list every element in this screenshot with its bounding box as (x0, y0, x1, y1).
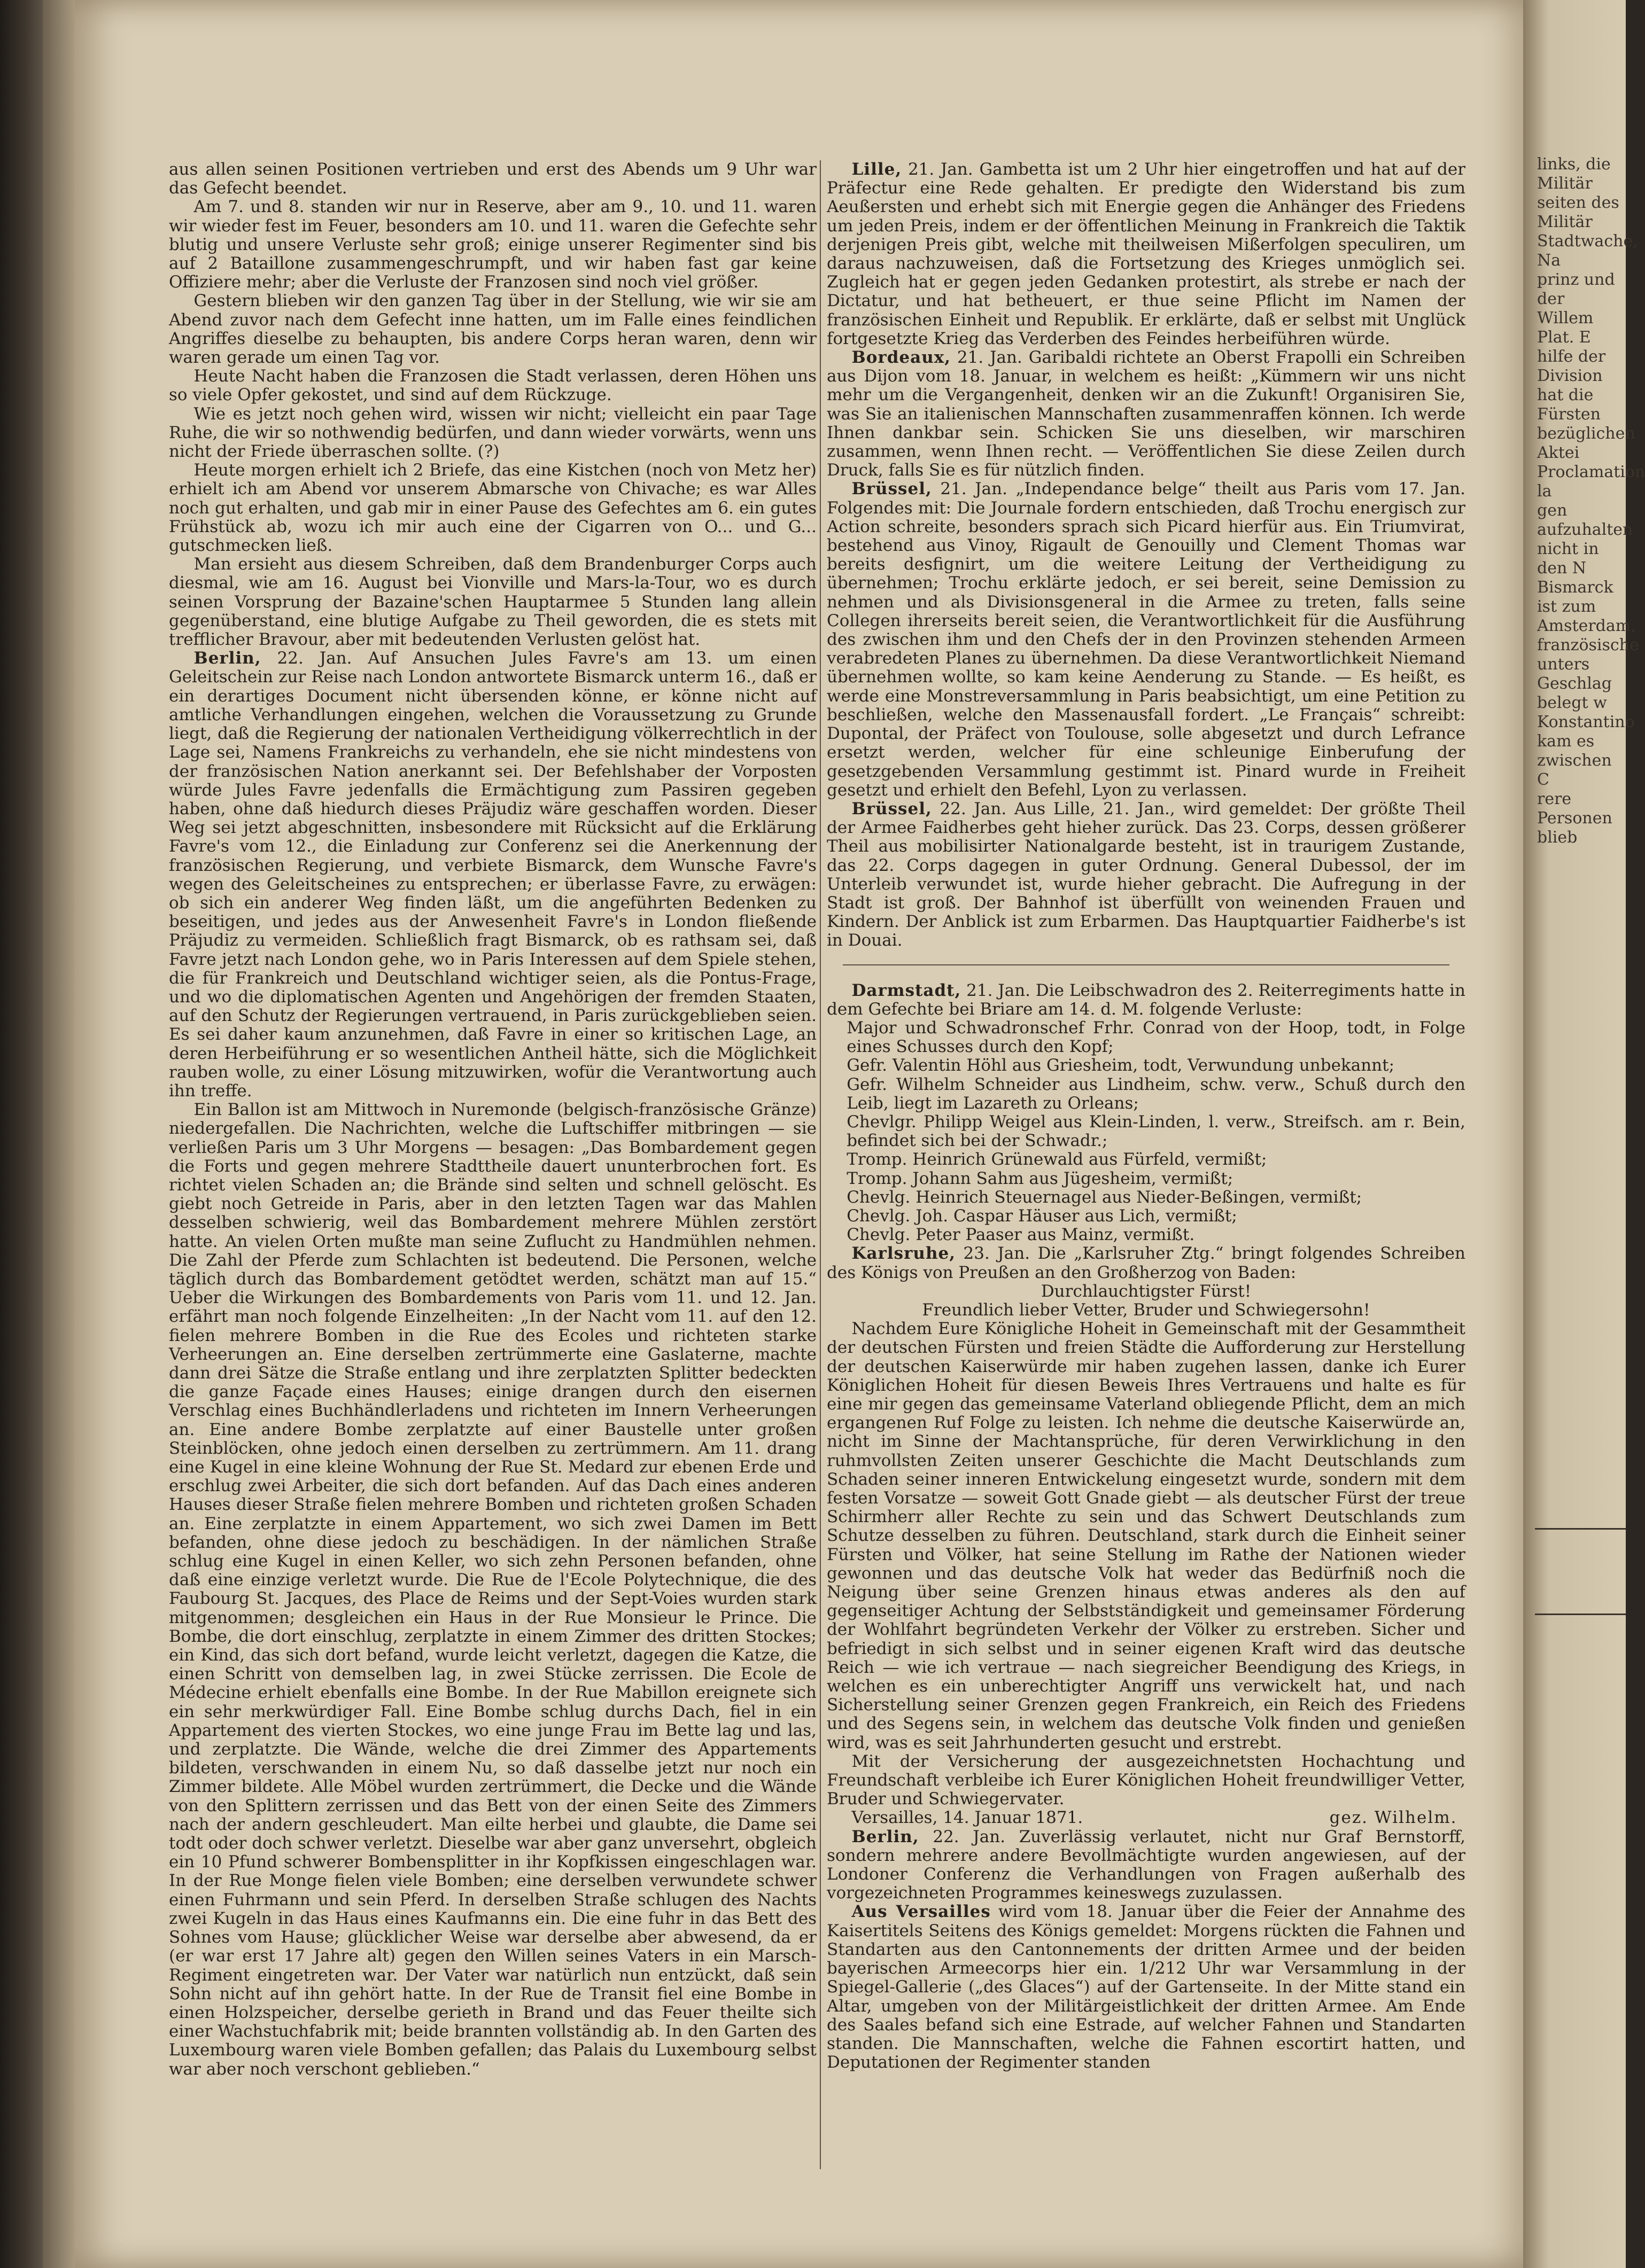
news-text: 23. Jan. Die „Karlsruher Ztg.“ bringt folgendes Schreiben des Königs von Preußen an den Großherzog von Baden: (827, 1244, 1465, 1282)
letter-body: Nachdem Eure Königliche Hoheit in Gemeinschaft mit der Gesammtheit der deutschen Fürsten und freien Städte die Aufforderung zur Herstellung der deutschen Kaiserwürde mir haben zugehen lassen, danke ich Eurer Königlichen Hoheit für diesen Beweis Ihres Vertrauens und halte es für eine mir gegen das gemeinsame Vaterland obliegende Pflicht, dem an mich ergangenen Ruf Folge zu leisten. Ich nehme die deutsche Kaiserwürde an, nicht im Sinne der Machtansprüche, für deren Verwirklichung in den ruhmvollsten Zeiten unserer Geschichte die Macht Deutschlands zum Schaden seiner inneren Entwickelung eingesetzt wurde, sondern mit dem festen Vorsatze — soweit Gott Gnade giebt — als deutscher Fürst der treue Schirmherr aller Rechte zu sein und das Schwert Deutschlands zum Schutze desselben zu führen. Deutschland, stark durch die Einheit seiner Fürsten und Völker, hat seine Stellung im Rathe der Nationen wieder gewonnen und das deutsche Volk hat weder das Bedürfniß noch die Neigung über seine Grenzen hinaus etwas anderes als den auf gegenseitiger Achtung der Selbstständigkeit und gemeinsamer Förderung der Wohlfahrt begründeten Verkehr der Völker zu erstreben. Sicher und befriedigt in sich selbst und in seiner eigenen Kraft wird das deutsche Reich — wie ich vertraue — nach siegreicher Beendigung des Kriegs, in welchen es ein unberechtigter Angriff uns verwickelt hat, und nach Sicherstellung seiner Grenzen gegen Frankreich, ein Reich des Friedens und des Segens sein, in welchem das deutsche Volk finden und genießen wird, was es seit Jahrhunderten gesucht und erstrebt. (827, 1319, 1465, 1752)
news-item-bruessel-2 (827, 800, 1465, 950)
article-paragraph: aus allen seinen Positionen vertrieben und erst des Abends um 9 Uhr war das Gefecht beendet. (169, 160, 817, 198)
news-item-lille (827, 160, 1465, 348)
adjacent-page-rule-2 (1535, 1614, 1626, 1615)
casualty-list (827, 1019, 1465, 1244)
article-paragraph: Heute morgen erhielt ich 2 Briefe, das eine Kistchen (noch von Metz her) erhielt ich am Abend vor unserem Abmarsche von Chivache; es war Alles noch gut erhalten, und gab mir in einer Pause des Gefechtes am 6. ein gutes Frühstück ab, wozu ich mir auch eine der Cigarren von O... und G... gutschmecken ließ. (169, 461, 817, 556)
news-item-berlin-2 (827, 1828, 1465, 1903)
letter-closing: Mit der Versicherung der ausgezeichnetsten Hochachtung und Freundschaft verbleibe ich Eurer Königlichen Hoheit freundwilliger Vetter, Bruder und Schwiegervater. (827, 1751, 1465, 1809)
letter-salutation: Durchlauchtigster Fürst! (1041, 1281, 1252, 1301)
news-text: wird vom 18. Januar über die Feier der Annahme des Kaisertitels Seitens des Königs gemeldet: Morgens rückten die Fahnen und Standarten aus den Cantonnements der dritten Armee und der beiden bayerischen Armeecorps hier ein. 1/212 Uhr war Versammlung in der Spiegel-Gallerie („des Glaces“) auf der Gartenseite. In der Mitte stand ein Altar, umgeben von der Militärgeistlichkeit der dritten Armee. Am Ende des Saales befand sich eine Estrade, auf welcher Fahnen und Standarten standen. Die Mannschaften, welche die Fahnen escortirt hatten, und Deputationen der Regimenter standen (827, 1902, 1465, 2072)
adjacent-page-edge (1523, 0, 1645, 2268)
article-paragraph: Ein Ballon ist am Mittwoch in Nuremonde (belgisch-französische Gränze) niedergefallen. Die Nachrichten, welche die Luftschiffer mitbringen — sie verließen Paris um 3 Uhr Morgens — besagen: „Das Bombardement gegen die Forts und gegen mehrere Stadttheile dauert ununterbrochen fort. Es richtet vielen Schaden an; die Brände sind selten und schnell gelöscht. Es giebt noch Getreide in Paris, aber in den letzten Tagen war das Mahlen desselben schwierig, weil das Bombardement mehrere Mühlen zerstört hatte. An vielen Orten mußte man seine Zuflucht zu Handmühlen nehmen. Die Zahl der Pferde zum Schlachten ist bedeutend. Die Personen, welche täglich durch das Bombardement getödtet werden, schätzt man auf 15.“ Ueber die Wirkungen des Bombardements von Paris vom 11. und 12. Jan. erfährt man noch folgende Einzelheiten: „In der Nacht vom 11. auf den 12. fielen mehrere Bomben in die Rue des Ecoles und richteten starke Verheerungen an. Eine derselben zertrümmerte eine Gaslaterne, machte dann drei Sätze die Straße entlang und ihre zerplatzten Splitter bedeckten die ganze Façade eines Hauses; einige drangen durch den eisernen Verschlag eines Buchhändlerladens und richteten im Innern Verheerungen an. Eine andere Bombe zerplatzte auf einer Baustelle unter großen Steinblöcken, ohne jedoch einen derselben zu zertrümmern. Am 11. drang eine Kugel in eine kleine Wohnung der Rue St. Medard zur ebenen Erde und erschlug zwei Arbeiter, die sich dort befanden. Auf das Dach eines anderen Hauses dieser Straße fielen mehrere Bomben und richteten großen Schaden an. Eine zerplatzte in einem Appartement, wo sich zwei Damen im Bett befanden, ohne diese jedoch zu beschädigen. In der nämlichen Straße schlug eine Kugel in einen Keller, wo sich zehn Personen befanden, ohne daß eine einzige verletzt wurde. Die Rue de l'Ecole Polytechnique, die des Faubourg St. Jacques, des Place de Reims und der Sept-Voies wurden stark mitgenommen; desgleichen ein Haus in der Rue Monsieur le Prince. Die Bombe, die dort einschlug, zerplatzte in einem Zimmer des dritten Stockes; ein Kind, das sich dort befand, wurde leicht verletzt, dagegen die Katze, die einen Schritt von demselben lag, in zwei Stücke zerrissen. Die Ecole de Médecine erhielt ebenfalls eine Bombe. In der Rue Mabillon ereignete sich ein sehr merkwürdiger Fall. Eine Bombe schlug durchs Dach, fiel in ein Appartement des vierten Stockes, wo eine junge Frau im Bette lag und las, und zerplatzte. Die Wände, welche die drei Zimmer des Appartements bildeten, verschwanden in einem Nu, so daß dasselbe jetzt nur noch ein Zimmer bildete. Alle Möbel wurden zertrümmert, die Decke und die Wände von den Splittern zerrissen und das Bett von der einen Seite des Zimmers nach der andern geschleudert. Man eilte herbei und glaubte, die Dame sei todt oder doch schwer verletzt. Dieselbe war aber ganz unversehrt, obgleich ein 10 Pfund schwerer Bombensplitter in ihr Kopfkissen eingeschlagen war. In der Rue Monge fielen viele Bomben; eine derselben verwundete schwer einen Fuhrmann und sein Pferd. In derselben Straße schlugen des Nachts zwei Kugeln in das Haus eines Kaufmanns ein. Die eine fuhr in das Bett des Sohnes vom Hause; glücklicher Weise war derselbe aber abwesend, da er (er war erst 17 Jahre alt) gegen den Willen seines Vaters in ein Marsch-Regiment eingetreten war. Der Vater war natürlich nun entzückt, daß sein Sohn nicht auf ihn gehört hatte. In der Rue de Transit fiel eine Bombe in einen Holzspeicher, derselbe gerieth in Brand und das Feuer theilte sich einer Wachstuchfabrik mit; beide brannten vollständig ab. In den Garten des Luxembourg waren viele Bomben gefallen; das Palais du Luxembourg selbst war aber noch verschont geblieben.“ (169, 1100, 817, 2079)
dateline-place: Lille, (851, 160, 902, 179)
dateline-place: Brüssel, (851, 479, 932, 499)
dateline-place: Darmstadt, (851, 980, 961, 1000)
article-paragraph: Heute Nacht haben die Franzosen die Stadt verlassen, deren Höhen uns so viele Opfer gekostet, und sind auf dem Rückzuge. (169, 367, 817, 405)
dateline-place: Brüssel, (851, 799, 932, 819)
news-text: 22. Jan. Auf Ansuchen Jules Favre's am 13. um einen Geleitschein zur Reise nach London antwortete Bismarck unterm 16., daß er ein derartiges Document nicht übersenden könne, er könne nicht auf amtliche Verhandlungen eingehen, welchen die Voraussetzung zu Grunde liegt, daß die Regierung der nationalen Vertheidigung völkerrechtlich in der Lage sei, Namens Frankreichs zu verhandeln, ehe sie nicht mindestens von der französischen Nation anerkannt sei. Der Befehlshaber der Vorposten würde Jules Favre jedenfalls die Ermächtigung zum Passiren gegeben haben, ohne daß hiedurch dieses Präjudiz wäre geschaffen worden. Dieser Weg sei jetzt abgeschnitten, insbesondere mit Rücksicht auf die Erklärung Favre's vom 12., die Einladung zur Conferenz sei die Anerkennung der französischen Regierung, und verbiete Bismarck, dem Wunsche Favre's wegen des Geleitscheines zu entsprechen; er überlasse Favre, zu erwägen: ob sich ein anderer Weg finden läßt, um die angeführten Bedenken zu beseitigen, und jedes aus der Anwesenheit Favre's in London fließende Präjudiz zu vermeiden. Schließlich fragt Bismarck, ob es rathsam sei, daß Favre jetzt nach London gehe, wo in Paris Interessen auf dem Spiele stehen, die für Frankreich und Deutschland wichtiger seien, als die Pontus-Frage, und wo die diplomatischen Agenten und Angehörigen der fremden Staaten, auf den Schutz der Regierungen vertrauend, in Paris zurückgeblieben seien. Es sei daher kaum anzunehmen, daß Favre in einer so kritischen Lage, an deren Herbeiführung er so wesentlichen Antheil hätte, sich die Möglichkeit rauben wolle, zu einer Lösung mitzuwirken, wofür die Verantwortung auch ihn treffe. (169, 649, 817, 1101)
article-paragraph: Am 7. und 8. standen wir nur in Reserve, aber am 9., 10. und 11. waren wir wieder fest im Feuer, besonders am 10. und 11. waren die Gefechte sehr blutig und unsere Verluste sehr groß; einige unserer Regimenter sind bis auf 2 Bataillone zusammengeschrumpft, und wir haben fast gar keine Offiziere mehr; aber die Verluste der Franzosen sind noch viel größer. (169, 197, 817, 292)
section-rule (843, 964, 1449, 965)
list-item: Chevlg. Peter Paaser aus Mainz, vermißt. (847, 1225, 1195, 1245)
news-item-bruessel (827, 480, 1465, 799)
news-item-berlin (169, 649, 817, 1101)
dateline-place: Bordeaux, (851, 348, 951, 368)
list-item: Chevlg. Joh. Caspar Häuser aus Lich, vermißt; (847, 1206, 1237, 1226)
list-item: Tromp. Johann Sahm aus Jügesheim, vermißt; (847, 1168, 1233, 1188)
article-paragraph: Wie es jetzt noch gehen wird, wissen wir nicht; vielleicht ein paar Tage Ruhe, die wir so nothwendig bedürfen, und dann wieder vorwärts, wenn uns nicht der Friede überraschen sollte. (?) (169, 404, 817, 462)
adjacent-page-text: links, die Militär seiten des Militär Stadtwache, Na prinz und der Willem Plat. E hilfe der Division hat die Fürsten bezüglichen Aktei Proclamation la gen aufzuhalten nicht in den N Bismarck ist zum Amsterdam, französische unters Geschlag belegt w Konstantino kam es zwischen C rere Personen blieb (1537, 155, 1645, 847)
list-item: Chevlgr. Philipp Weigel aus Klein-Linden, l. verw., Streifsch. am r. Bein, befindet sich bei der Schwadr.; (847, 1112, 1465, 1151)
dateline-place: Aus Versailles (851, 1902, 991, 1922)
news-text: 22. Jan. Zuverlässig verlautet, nicht nur Graf Bernstorff, sondern mehrere andere Bevollmächtigte wurden angewiesen, auf der Londoner Conferenz die Verhandlungen von Fragen außerhalb des vorgezeichneten Programmes keineswegs zuzulassen. (827, 1827, 1465, 1903)
letter-date: Versailles, 14. Januar 1871. (851, 1808, 1083, 1828)
list-item: Tromp. Heinrich Grünewald aus Fürfeld, vermißt; (847, 1150, 1267, 1170)
dateline-place: Berlin, (851, 1827, 919, 1846)
news-text: 21. Jan. Garibaldi richtete an Oberst Frapolli ein Schreiben aus Dijon vom 18. Januar, in welchem es heißt: „Kümmern wir uns nicht mehr um die Vergangenheit, denken wir an die Zukunft! Organisiren Sie, was Sie an italienischen Mannschaften zusammenraffen können. Ich werde Ihnen dankbar sein. Schicken Sie uns dieselben, wir marschiren zusammen, wenn Ihnen recht. — Veröffentlichen Sie diese Zeilen durch Druck, falls Sie es für nützlich finden. (827, 348, 1465, 480)
list-item: Gefr. Wilhelm Schneider aus Lindheim, schw. verw., Schuß durch den Leib, liegt im Lazareth zu Orleans; (847, 1074, 1465, 1113)
article-paragraph: Man ersieht aus diesem Schreiben, daß dem Brandenburger Corps auch diesmal, wie am 16. August bei Vionville und Mars-la-Tour, wo es durch seinen Vorsprung der Bazaine'schen Hauptarmee 5 Stunden lang allein gegenüberstand, eine blutige Aufgabe zu Theil geworden, die es stets mit trefflicher Bravour, aber mit bedeutenden Verlusten gelöst hat. (169, 555, 817, 650)
news-text: 22. Jan. Aus Lille, 21. Jan., wird gemeldet: Der größte Theil der Armee Faidherbes geht hieher zurück. Das 23. Corps, dessen größerer Theil aus mobilisirter Nationalgarde besteht, ist in traurigem Zustande, das 22. Corps dagegen in guter Ordnung. General Dubessol, der im Unterleib verwundet ist, wurde hieher gebracht. Die Aufregung in der Stadt ist groß. Der Bahnhof ist überfüllt von weinenden Frauen und Kindern. Der Anblick ist zum Erbarmen. Das Hauptquartier Faidherbe's ist in Douai. (827, 799, 1466, 950)
letter-signature-line (827, 1809, 1465, 1827)
letter-signature: gez. Wilhelm. (1329, 1808, 1457, 1828)
adjacent-page-rule (1535, 1528, 1626, 1530)
letter-salutation-2: Freundlich lieber Vetter, Bruder und Schwiegersohn! (922, 1300, 1370, 1320)
book-binding (0, 0, 43, 2268)
dateline-place: Berlin, (193, 649, 261, 668)
list-item: Gefr. Valentin Höhl aus Griesheim, todt, Verwundung unbekannt; (847, 1056, 1395, 1075)
article-paragraph: Gestern blieben wir den ganzen Tag über in der Stellung, wie wir sie am Abend zuvor nach dem Gefecht inne hatten, um im Falle eines feindlichen Angriffes dieselbe zu behaupten, bis andere Corps heran waren, denn wir waren gerade um einen Tag vor. (169, 291, 817, 368)
column-divider (820, 160, 821, 2169)
page-edge-shadow (43, 0, 75, 2268)
list-item: Major und Schwadronschef Frhr. Conrad von der Hoop, todt, in Folge eines Schusses durch den Kopf; (847, 1018, 1465, 1057)
news-text: 21. Jan. Gambetta ist um 2 Uhr hier eingetroffen und hat auf der Präfectur eine Rede gehalten. Er predigte den Widerstand bis zum Aeußersten und erhebt sich mit Energie gegen die Anhänger des Friedens um jeden Preis, indem er der öffentlichen Meinung in Frankreich die Taktik derjenigen Preis gibt, welche mit theilweisen Mißerfolgen speculiren, um daraus nachzuweisen, daß die Fortsetzung des Krieges unmöglich sei. Zugleich hat er gegen jeden Gedanken protestirt, als strebe er nach der Dictatur, und hat betheuert, er thue seine Pflicht im Namen der französischen Einheit und Republik. Er erklärte, daß er selbst mit Unglück fortgesetzte Krieg das Verderben des Feindes herbeiführen würde. (827, 160, 1466, 348)
news-text: 21. Jan. Die Leibschwadron des 2. Reiterregiments hatte in dem Gefechte bei Briare am 14. d. M. folgende Verluste: (827, 980, 1465, 1019)
right-column (827, 160, 1465, 2072)
news-item-darmstadt (827, 981, 1465, 1019)
news-item-karlsruhe (827, 1244, 1465, 1282)
news-text: 21. Jan. „Independance belge“ theilt aus Paris vom 17. Jan. Folgendes mit: Die Journale fordern entschieden, daß Trochu energisch zur Action schreite, besonders sprach sich Picard hierfür aus. Ein Triumvirat, bestehend aus Vinoy, Rigault de Genouilly und Clement Thomas war bereits desfignirt, um die weitere Leitung der Vertheidigung zu übernehmen; Trochu erklärte jedoch, er sei bereit, seine Demission zu nehmen und als Divisionsgeneral in die Armee zu treten, falls seine Collegen ihrerseits bereit seien, die Verantwortlichkeit für die Ausführung des zwischen ihm und den Chefs der in den Provinzen stehenden Armeen verabredeten Planes zu übernehmen. Da diese Verantwortlichkeit Niemand übernehmen wollte, so kam keine Aenderung zu Stande. — Es heißt, es werde eine Monstreversammlung in Paris beabsichtigt, um eine Petition zu beschließen, welche den Massenausfall fordert. „Le Français“ schreibt: Dupontal, der Präfect von Toulouse, solle abgesetzt und durch Lefrance ersetzt werden, welcher für eine schleunige Einberufung der gesetzgebenden Versammlung gestimmt ist. Pinard wurde in Freiheit gesetzt und erhielt den Befehl, Lyon zu verlassen. (827, 479, 1466, 800)
news-item-versailles (827, 1903, 1465, 2072)
news-item-bordeaux (827, 348, 1465, 480)
dateline-place: Karlsruhe, (851, 1244, 956, 1264)
list-item: Chevlg. Heinrich Steuernagel aus Nieder-Beßingen, vermißt; (847, 1187, 1362, 1207)
left-column (169, 160, 817, 2079)
